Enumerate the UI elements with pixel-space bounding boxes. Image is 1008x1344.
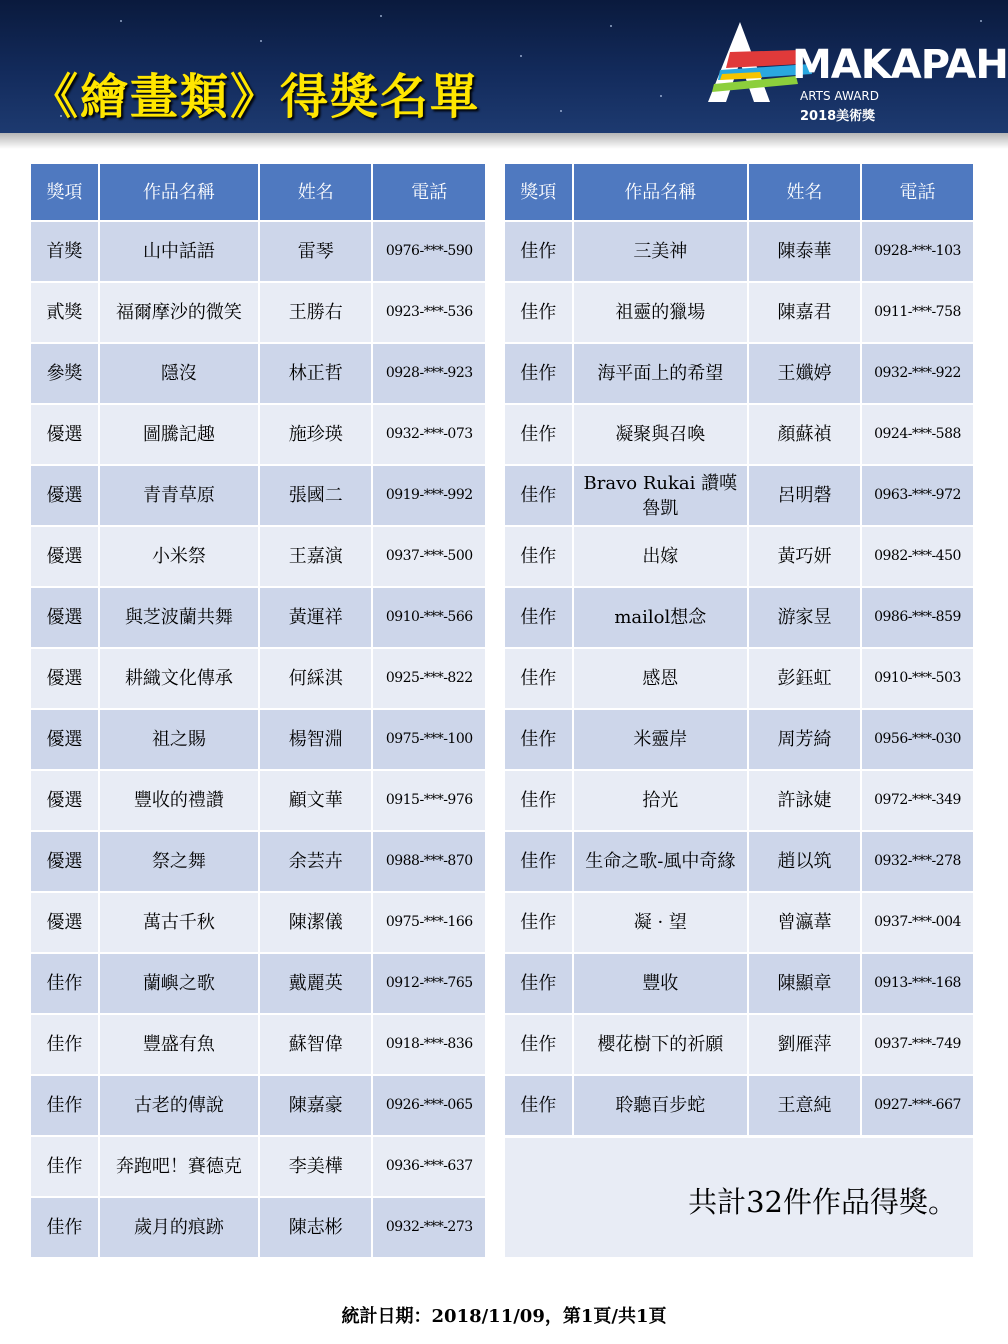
award-cell: 佳作	[505, 1076, 572, 1135]
award-cell: 佳作	[505, 954, 572, 1013]
table-header-row	[505, 164, 973, 220]
winner-name-cell: 顧文華	[260, 771, 371, 830]
total-summary-box	[505, 1138, 973, 1257]
award-cell: 佳作	[31, 1015, 98, 1074]
award-cell: 佳作	[505, 344, 572, 403]
award-cell: 優選	[31, 588, 98, 647]
winner-name-cell: 陳志彬	[260, 1198, 371, 1257]
phone-cell: 0910-***-566	[373, 588, 485, 647]
award-cell: 優選	[31, 466, 98, 525]
work-title-cell: 耕織文化傳承	[100, 649, 258, 708]
award-cell: 優選	[31, 832, 98, 891]
winner-name-cell: 陳嘉君	[749, 283, 860, 342]
work-title-cell: 小米祭	[100, 527, 258, 586]
award-cell: 佳作	[505, 588, 572, 647]
work-title-cell: 古老的傳說	[100, 1076, 258, 1135]
winner-name-cell: 王嘉演	[260, 527, 371, 586]
table-row	[31, 405, 485, 464]
header-work: 作品名稱	[574, 164, 748, 220]
winner-name-cell: 王勝右	[260, 283, 371, 342]
work-title-cell: 祭之舞	[100, 832, 258, 891]
table-row	[505, 283, 973, 342]
award-cell: 佳作	[505, 527, 572, 586]
work-title-cell: 拾光	[574, 771, 748, 830]
winner-name-cell: 雷琴	[260, 222, 371, 281]
work-title-cell: 奔跑吧！賽德克	[100, 1137, 258, 1196]
table-row	[505, 893, 973, 952]
work-title-cell: 歲月的痕跡	[100, 1198, 258, 1257]
phone-cell: 0928-***-103	[862, 222, 973, 281]
winner-name-cell: 陳潔儀	[260, 893, 371, 952]
table-row	[505, 222, 973, 281]
winner-name-cell: 黃運祥	[260, 588, 371, 647]
award-cell: 優選	[31, 771, 98, 830]
work-title-cell: 感恩	[574, 649, 748, 708]
awards-left-body	[31, 222, 485, 1257]
winner-name-cell: 呂明磬	[749, 466, 860, 525]
table-row	[505, 954, 973, 1013]
table-row	[505, 771, 973, 830]
work-title-cell: 圖騰記趣	[100, 405, 258, 464]
table-row	[505, 344, 973, 403]
table-row	[505, 1076, 973, 1135]
award-cell: 參獎	[31, 344, 98, 403]
phone-cell: 0936-***-637	[373, 1137, 485, 1196]
footer-stats-date: 統計日期：2018/11/09，第1頁/共1頁	[341, 1306, 667, 1327]
phone-cell: 0982-***-450	[862, 527, 973, 586]
phone-cell: 0937-***-500	[373, 527, 485, 586]
table-row	[505, 649, 973, 708]
table-row	[505, 466, 973, 525]
phone-cell: 0986-***-859	[862, 588, 973, 647]
table-row	[505, 710, 973, 769]
phone-cell: 0925-***-822	[373, 649, 485, 708]
work-title-cell: 豐收	[574, 954, 748, 1013]
header-phone: 電話	[373, 164, 485, 220]
logo-year: 2018美術獎	[800, 109, 876, 124]
header-name: 姓名	[260, 164, 371, 220]
phone-cell: 0912-***-765	[373, 954, 485, 1013]
work-title-cell: 福爾摩沙的微笑	[100, 283, 258, 342]
table-row	[31, 832, 485, 891]
header-work: 作品名稱	[100, 164, 258, 220]
phone-cell: 0976-***-590	[373, 222, 485, 281]
table-header-row	[31, 164, 485, 220]
phone-cell: 0932-***-278	[862, 832, 973, 891]
award-cell: 佳作	[505, 771, 572, 830]
page-title: 《繪畫類》得獎名單	[30, 69, 481, 125]
header-name: 姓名	[749, 164, 860, 220]
winner-name-cell: 劉雁萍	[749, 1015, 860, 1074]
phone-cell: 0932-***-922	[862, 344, 973, 403]
phone-cell: 0937-***-004	[862, 893, 973, 952]
winner-name-cell: 陳嘉豪	[260, 1076, 371, 1135]
table-row	[31, 283, 485, 342]
table-row	[31, 1015, 485, 1074]
phone-cell: 0972-***-349	[862, 771, 973, 830]
award-cell: 優選	[31, 405, 98, 464]
winner-name-cell: 李美樺	[260, 1137, 371, 1196]
work-title-cell: 與芝波蘭共舞	[100, 588, 258, 647]
award-cell: 佳作	[505, 710, 572, 769]
work-title-cell: 蘭嶼之歌	[100, 954, 258, 1013]
winner-name-cell: 林正哲	[260, 344, 371, 403]
makapah-logo	[700, 12, 1008, 124]
award-cell: 佳作	[505, 283, 572, 342]
table-row	[31, 344, 485, 403]
work-title-cell: Bravo Rukai 讚嘆魯凱	[574, 466, 748, 525]
work-title-cell: 聆聽百步蛇	[574, 1076, 748, 1135]
winner-name-cell: 何綵淇	[260, 649, 371, 708]
phone-cell: 0911-***-758	[862, 283, 973, 342]
phone-cell: 0988-***-870	[373, 832, 485, 891]
table-row	[31, 1076, 485, 1135]
winner-name-cell: 王孅婷	[749, 344, 860, 403]
winner-name-cell: 王意純	[749, 1076, 860, 1135]
phone-cell: 0913-***-168	[862, 954, 973, 1013]
work-title-cell: 三美神	[574, 222, 748, 281]
work-title-cell: 凝聚與召喚	[574, 405, 748, 464]
work-title-cell: 隱沒	[100, 344, 258, 403]
phone-cell: 0932-***-273	[373, 1198, 485, 1257]
winner-name-cell: 戴麗英	[260, 954, 371, 1013]
table-row	[31, 466, 485, 525]
winner-name-cell: 曾瀛葦	[749, 893, 860, 952]
phone-cell: 0937-***-749	[862, 1015, 973, 1074]
award-cell: 佳作	[505, 222, 572, 281]
winner-name-cell: 楊智淵	[260, 710, 371, 769]
work-title-cell: 凝 · 望	[574, 893, 748, 952]
work-title-cell: 出嫁	[574, 527, 748, 586]
winner-name-cell: 余芸卉	[260, 832, 371, 891]
award-cell: 佳作	[505, 405, 572, 464]
award-cell: 佳作	[505, 649, 572, 708]
winner-name-cell: 蘇智偉	[260, 1015, 371, 1074]
phone-cell: 0963-***-972	[862, 466, 973, 525]
phone-cell: 0919-***-992	[373, 466, 485, 525]
table-row	[31, 1137, 485, 1196]
phone-cell: 0956-***-030	[862, 710, 973, 769]
award-cell: 優選	[31, 893, 98, 952]
award-cell: 佳作	[505, 466, 572, 525]
phone-cell: 0910-***-503	[862, 649, 973, 708]
table-row	[31, 222, 485, 281]
table-row	[505, 405, 973, 464]
table-row	[505, 1015, 973, 1074]
table-row	[505, 527, 973, 586]
banner-shadow	[0, 133, 1008, 149]
awards-table-left	[29, 162, 487, 1259]
work-title-cell: 海平面上的希望	[574, 344, 748, 403]
header-award: 獎項	[505, 164, 572, 220]
award-cell: 優選	[31, 649, 98, 708]
phone-cell: 0924-***-588	[862, 405, 973, 464]
phone-cell: 0918-***-836	[373, 1015, 485, 1074]
header-award: 獎項	[31, 164, 98, 220]
work-title-cell: 豐盛有魚	[100, 1015, 258, 1074]
award-cell: 佳作	[505, 893, 572, 952]
winner-name-cell: 陳顯章	[749, 954, 860, 1013]
award-cell: 佳作	[505, 832, 572, 891]
table-row	[31, 893, 485, 952]
phone-cell: 0927-***-667	[862, 1076, 973, 1135]
phone-cell: 0923-***-536	[373, 283, 485, 342]
winner-name-cell: 趙以筑	[749, 832, 860, 891]
table-row	[31, 954, 485, 1013]
work-title-cell: 萬古千秋	[100, 893, 258, 952]
header-phone: 電話	[862, 164, 973, 220]
work-title-cell: 米靈岸	[574, 710, 748, 769]
award-cell: 貳獎	[31, 283, 98, 342]
awards-right-body	[505, 222, 973, 1135]
logo-subtitle: ARTS AWARD	[800, 89, 879, 103]
phone-cell: 0975-***-100	[373, 710, 485, 769]
table-row	[505, 588, 973, 647]
work-title-cell: 青青草原	[100, 466, 258, 525]
winner-name-cell: 張國二	[260, 466, 371, 525]
work-title-cell: 祖之賜	[100, 710, 258, 769]
table-row	[31, 649, 485, 708]
award-cell: 佳作	[505, 1015, 572, 1074]
total-summary-text: 共計32件作品得獎。	[688, 1185, 957, 1219]
winner-name-cell: 周芳綺	[749, 710, 860, 769]
work-title-cell: 櫻花樹下的祈願	[574, 1015, 748, 1074]
work-title-cell: 豐收的禮讚	[100, 771, 258, 830]
awards-table-right	[503, 162, 975, 1137]
award-cell: 佳作	[31, 1198, 98, 1257]
award-cell: 優選	[31, 527, 98, 586]
work-title-cell: mailol想念	[574, 588, 748, 647]
award-cell: 佳作	[31, 954, 98, 1013]
phone-cell: 0928-***-923	[373, 344, 485, 403]
winner-name-cell: 黃巧妍	[749, 527, 860, 586]
phone-cell: 0975-***-166	[373, 893, 485, 952]
logo-wordmark: MAKAPAH	[792, 42, 1008, 88]
winner-name-cell: 顏蘇禎	[749, 405, 860, 464]
work-title-cell: 生命之歌-風中奇緣	[574, 832, 748, 891]
winner-name-cell: 彭鈺虹	[749, 649, 860, 708]
phone-cell: 0932-***-073	[373, 405, 485, 464]
award-cell: 首獎	[31, 222, 98, 281]
winner-name-cell: 游家昱	[749, 588, 860, 647]
table-row	[31, 710, 485, 769]
work-title-cell: 祖靈的獵場	[574, 283, 748, 342]
table-row	[505, 832, 973, 891]
table-row	[31, 527, 485, 586]
table-row	[31, 588, 485, 647]
table-row	[31, 771, 485, 830]
work-title-cell: 山中話語	[100, 222, 258, 281]
phone-cell: 0915-***-976	[373, 771, 485, 830]
winner-name-cell: 施珍瑛	[260, 405, 371, 464]
award-cell: 優選	[31, 710, 98, 769]
phone-cell: 0926-***-065	[373, 1076, 485, 1135]
winner-name-cell: 陳泰華	[749, 222, 860, 281]
winner-name-cell: 許詠婕	[749, 771, 860, 830]
table-row	[31, 1198, 485, 1257]
award-cell: 佳作	[31, 1076, 98, 1135]
award-cell: 佳作	[31, 1137, 98, 1196]
